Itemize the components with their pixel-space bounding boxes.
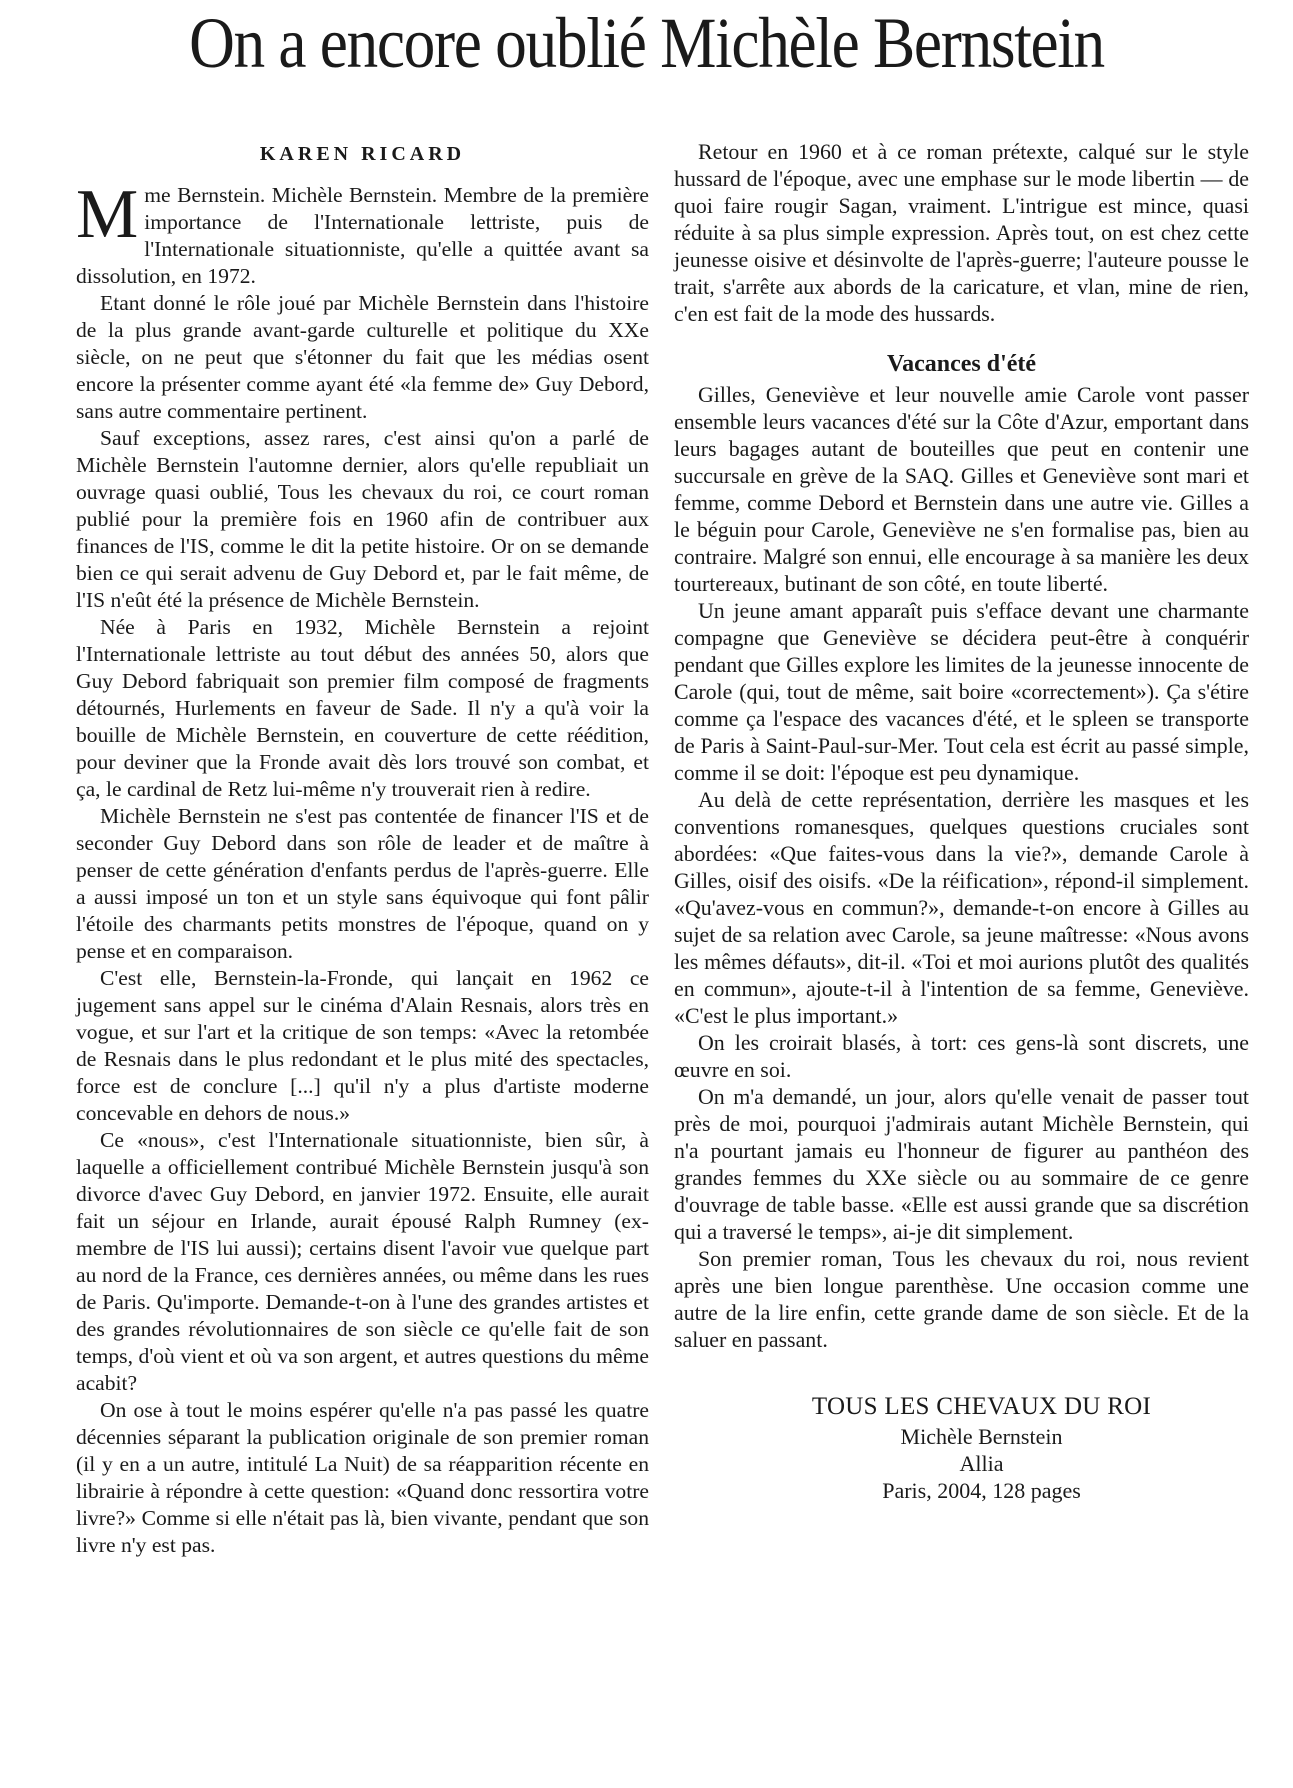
byline: KAREN RICARD bbox=[259, 143, 466, 165]
paragraph-text: me Bernstein. Michèle Bernstein. Membre de la première importance de l'Internationale lettriste, puis de l'Internationale situationniste, qu'elle a quittée avant sa dissolution, en 1972. bbox=[76, 183, 649, 288]
paragraph: Gilles, Geneviève et leur nouvelle amie Carole vont passer ensemble leurs vacances d'été sur la Côte d'Azur, emportant dans leurs bagages autant de bouteilles que peut en contenir une succursale en grève de la SAQ. Gilles et Geneviève sont mari et femme, comme Debord et Bernstein dans une autre vie. Gilles a le béguin pour Carole, Geneviève ne s'en formalise pas, bien au contraire. Malgré son ennui, elle encourage à sa manière les deux tourtereaux, butinant de son côté, en toute liberté. bbox=[674, 382, 1249, 596]
book-details: Paris, 2004, 128 pages bbox=[882, 1478, 1081, 1503]
paragraph: Michèle Bernstein ne s'est pas contentée de financer l'IS et de seconder Guy Debord dans son rôle de leader et de maître à penser de cette génération d'enfants perdus de l'après-guerre. Elle a aussi imposé un ton et un style sans équivoque qui font pâlir l'étoile des charmants petits monstres de l'époque, quand on y pense et en comparaison. bbox=[76, 804, 649, 963]
book-publisher: Allia bbox=[959, 1451, 1004, 1476]
drop-cap: M bbox=[76, 176, 139, 253]
book-title: TOUS LES CHEVAUX DU ROI bbox=[811, 1393, 1152, 1420]
headline: On a encore oublié Michèle Bernstein bbox=[189, 3, 1104, 83]
paragraph bbox=[76, 176, 649, 290]
subheading: Vacances d'été bbox=[886, 351, 1037, 377]
left-column bbox=[76, 138, 649, 1559]
book-info bbox=[714, 1391, 1249, 1504]
paragraph: Ce «nous», c'est l'Internationale situationniste, bien sûr, à laquelle a officiellement contribué Michèle Bernstein jusqu'à son divorce d'avec Guy Debord, en janvier 1972. Ensuite, elle aurait fait un séjour en Irlande, aurait épousé Ralph Rumney (ex-membre de l'IS lui aussi); certains disent l'avoir vue quelque part au nord de la France, ces dernières années, ou même dans les rues de Paris. Qu'importe. Demande-t-on à l'une des grandes artistes et des grandes révolutionnaires de son siècle ce qu'elle fait de son temps, d'où vient et où va son argent, et autres questions du même acabit? bbox=[76, 1128, 649, 1395]
paragraph: C'est elle, Bernstein-la-Fronde, qui lançait en 1962 ce jugement sans appel sur le cinéma d'Alain Resnais, alors très en vogue, et sur l'art et la critique de son temps: «Avec la retombée de Resnais dans le plus redondant et le plus mité des spectacles, force est de conclure [...] qu'il n'y a plus d'artiste moderne concevable en dehors de nous.» bbox=[76, 966, 649, 1125]
paragraph: Un jeune amant apparaît puis s'efface devant une charmante compagne que Geneviève se décidera peut-être à conquérir pendant que Gilles explore les limites de la jeunesse innocente de Carole (qui, tout de même, sait boire «correctement»). Ça s'étire comme ça l'espace des vacances d'été, et le spleen se transporte de Paris à Saint-Paul-sur-Mer. Tout cela est écrit au passé simple, comme il se doit: l'époque est peu dynamique. bbox=[674, 598, 1249, 785]
book-author: Michèle Bernstein bbox=[900, 1424, 1063, 1449]
paragraph: Retour en 1960 et à ce roman prétexte, calqué sur le style hussard de l'époque, avec une emphase sur le mode libertin — de quoi faire rougir Sagan, vraiment. L'intrigue est mince, quasi réduite à sa plus simple expression. Après tout, on est chez cette jeunesse oisive et désinvolte de l'après-guerre; l'auteure pousse le trait, s'arrête aux abords de la caricature, et vlan, mine de rien, c'en est fait de la mode des hussards. bbox=[674, 139, 1249, 326]
paragraph: Sauf exceptions, assez rares, c'est ainsi qu'on a parlé de Michèle Bernstein l'automne dernier, alors qu'elle republiait un ouvrage quasi oublié, Tous les chevaux du roi, ce court roman publié pour la première fois en 1960 afin de contribuer aux finances de l'IS, comme le dit la petite histoire. Or on se demande bien ce qui serait advenu de Guy Debord et, par le fait même, de l'IS n'eût été la présence de Michèle Bernstein. bbox=[76, 426, 649, 612]
paragraph: Au delà de cette représentation, derrière les masques et les conventions romanesques, quelques questions cruciales sont abordées: «Que faites-vous dans la vie?», demande Carole à Gilles, oisif des oisifs. «De la réification», répond-il simplement. «Qu'avez-vous en commun?», demande-t-on encore à Gilles au sujet de sa relation avec Carole, sa jeune maîtresse: «Nous avons les mêmes défauts», dit-il. «Toi et moi aurions plutôt des qualités en commun», ajoute-t-il à l'intention de sa femme, Geneviève. «C'est le plus important.» bbox=[674, 787, 1249, 1028]
left-column-text bbox=[76, 176, 649, 1559]
right-column bbox=[674, 138, 1249, 1504]
paragraph: Etant donné le rôle joué par Michèle Bernstein dans l'histoire de la plus grande avant-garde culturelle et politique du XXe siècle, on ne peut que s'étonner du fait que les médias osent encore la présenter comme ayant été «la femme de» Guy Debord, sans autre commentaire pertinent. bbox=[76, 291, 649, 423]
paragraph: Née à Paris en 1932, Michèle Bernstein a rejoint l'Internationale lettriste au tout début des années 50, alors que Guy Debord fabriquait son premier film composé de fragments détournés, Hurlements en faveur de Sade. Il n'y a qu'à voir la bouille de Michèle Bernstein, en couverture de cette réédition, pour deviner que la Fronde avait dès lors trouvé son combat, et ça, le cardinal de Retz lui-même n'y trouverait rien à redire. bbox=[76, 615, 649, 801]
paragraph: On m'a demandé, un jour, alors qu'elle venait de passer tout près de moi, pourquoi j'admirais autant Michèle Bernstein, qui n'a pourtant jamais eu l'honneur de figurer au panthéon des grandes femmes du XXe siècle ou au sommaire de ce genre d'ouvrage de table basse. «Elle est aussi grande que sa discrétion qui a traversé le temps», ai-je dit simplement. bbox=[674, 1084, 1249, 1244]
paragraph: On ose à tout le moins espérer qu'elle n'a pas passé les quatre décennies séparant la publication originale de son premier roman (il y en a un autre, intitulé La Nuit) de sa réapparition récente en librairie à répondre à cette question: «Quand donc ressortira votre livre?» Comme si elle n'était pas là, bien vivante, pendant que son livre n'y est pas. bbox=[76, 1398, 649, 1557]
paragraph: On les croirait blasés, à tort: ces gens-là sont discrets, une œuvre en soi. bbox=[674, 1030, 1249, 1082]
right-column-text bbox=[674, 138, 1249, 1353]
paragraph: Son premier roman, Tous les chevaux du roi, nous revient après une bien longue parenthèse. Une occasion comme une autre de la lire enfin, cette grande dame de son siècle. Et de la saluer en passant. bbox=[674, 1246, 1249, 1352]
